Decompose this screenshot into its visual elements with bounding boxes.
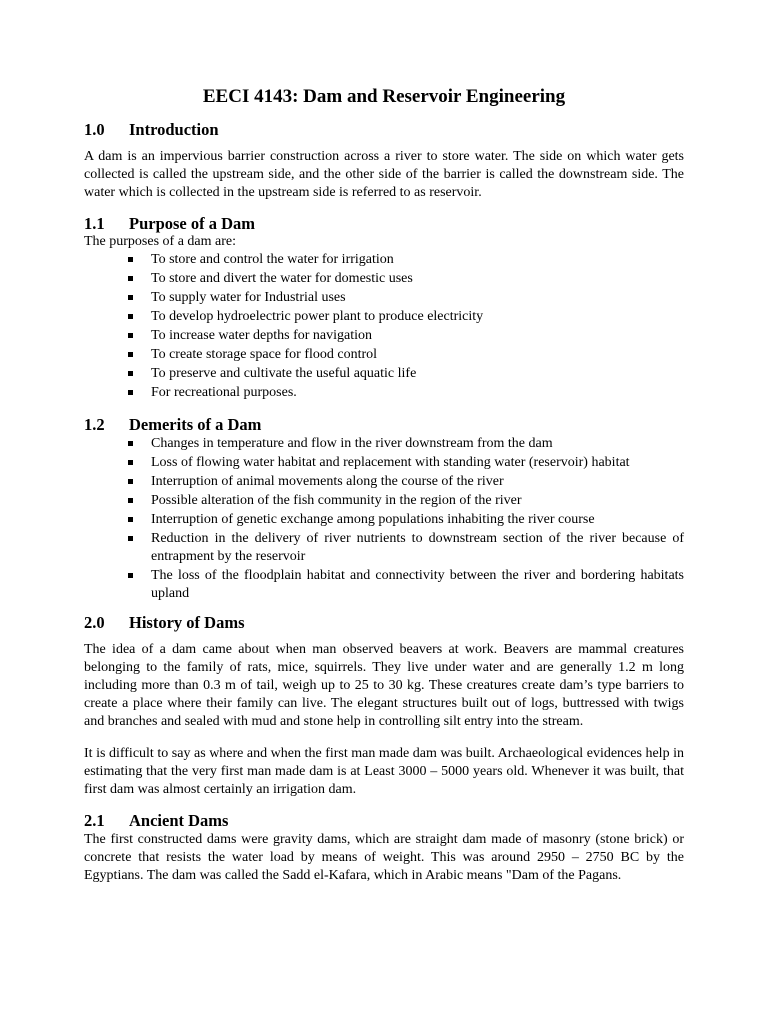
- section-title: Purpose of a Dam: [129, 213, 256, 233]
- purpose-list: [84, 251, 684, 402]
- list-item: To store and control the water for irrigation: [151, 251, 684, 269]
- list-item: To supply water for Industrial uses: [151, 289, 684, 307]
- square-bullet-icon: [128, 441, 133, 446]
- section-title: Demerits of a Dam: [129, 415, 262, 435]
- section-heading-ancient-dams: [84, 811, 684, 831]
- section-heading-history: [84, 613, 684, 633]
- square-bullet-icon: [128, 295, 133, 300]
- list-item: Loss of flowing water habitat and replacement with standing water (reservoir) habitat: [151, 454, 684, 472]
- section-heading-purpose: [84, 214, 684, 234]
- section-number: 2.1: [84, 810, 105, 830]
- list-item: To increase water depths for navigation: [151, 327, 684, 345]
- list-item: Changes in temperature and flow in the river downstream from the dam: [151, 435, 684, 453]
- square-bullet-icon: [128, 333, 133, 338]
- section-heading-introduction: [84, 120, 684, 140]
- list-item: To develop hydroelectric power plant to produce electricity: [151, 308, 684, 326]
- section-number: 2.0: [84, 613, 105, 633]
- square-bullet-icon: [128, 257, 133, 262]
- document-title: EECI 4143: Dam and Reservoir Engineering: [202, 86, 566, 107]
- section-number: 1.0: [84, 119, 105, 139]
- list-item: For recreational purposes.: [151, 384, 684, 402]
- square-bullet-icon: [128, 536, 133, 541]
- ancient-dams-paragraph: The first constructed dams were gravity dams, which are straight dam made of masonry (stone brick) or concrete that resists the water load by means of weight. This was around 2950 – 2750 BC by the Egyptians. The dam was called the Sadd el-Kafara, which in Arabic means "Dam of the Pagans.: [84, 831, 684, 883]
- list-item: To create storage space for flood control: [151, 346, 684, 364]
- square-bullet-icon: [128, 479, 133, 484]
- purpose-intro: The purposes of a dam are:: [84, 234, 236, 250]
- introduction-paragraph: A dam is an impervious barrier construction across a river to store water. The side on which water gets collected is called the upstream side, and the other side of the barrier is called the downstream side. The water which is collected in the upstream side is referred to as reservoir.: [84, 148, 684, 200]
- list-item: To store and divert the water for domestic uses: [151, 270, 684, 288]
- list-item: To preserve and cultivate the useful aquatic life: [151, 365, 684, 383]
- square-bullet-icon: [128, 460, 133, 465]
- section-title: Ancient Dams: [129, 810, 229, 830]
- section-heading-demerits: [84, 415, 684, 435]
- list-item: Interruption of genetic exchange among populations inhabiting the river course: [151, 511, 684, 529]
- history-paragraph-1: The idea of a dam came about when man observed beavers at work. Beavers are mammal creatures belonging to the family of rats, mice, squirrels. They live under water and are generally 1.2 m long including more than 0.3 m of tail, weigh up to 25 to 30 kg. These creatures create dam’s type barriers to create a place where their family can live. The elegant structures built out of logs, buttressed with twigs and branches and sealed with mud and stone help in controlling silt entry into the stream.: [84, 641, 684, 729]
- history-paragraph-2: It is difficult to say as where and when the first man made dam was built. Archaeological evidences help in estimating that the very first man made dam is at Least 3000 – 5000 years old. Whenever it was built, that first dam was almost certainly an irrigation dam.: [84, 745, 684, 797]
- demerits-list: [84, 435, 684, 603]
- section-title: History of Dams: [129, 613, 245, 633]
- section-number: 1.2: [84, 415, 105, 435]
- square-bullet-icon: [128, 352, 133, 357]
- square-bullet-icon: [128, 498, 133, 503]
- section-title: Introduction: [129, 119, 219, 139]
- list-item: The loss of the floodplain habitat and connectivity between the river and bordering habitats upland: [151, 567, 684, 603]
- list-item: Reduction in the delivery of river nutrients to downstream section of the river because of entrapment by the reservoir: [151, 530, 684, 566]
- square-bullet-icon: [128, 314, 133, 319]
- square-bullet-icon: [128, 390, 133, 395]
- square-bullet-icon: [128, 573, 133, 578]
- list-item: Interruption of animal movements along the course of the river: [151, 473, 684, 491]
- square-bullet-icon: [128, 371, 133, 376]
- square-bullet-icon: [128, 276, 133, 281]
- list-item: Possible alteration of the fish community in the region of the river: [151, 492, 684, 510]
- square-bullet-icon: [128, 517, 133, 522]
- section-number: 1.1: [84, 213, 105, 233]
